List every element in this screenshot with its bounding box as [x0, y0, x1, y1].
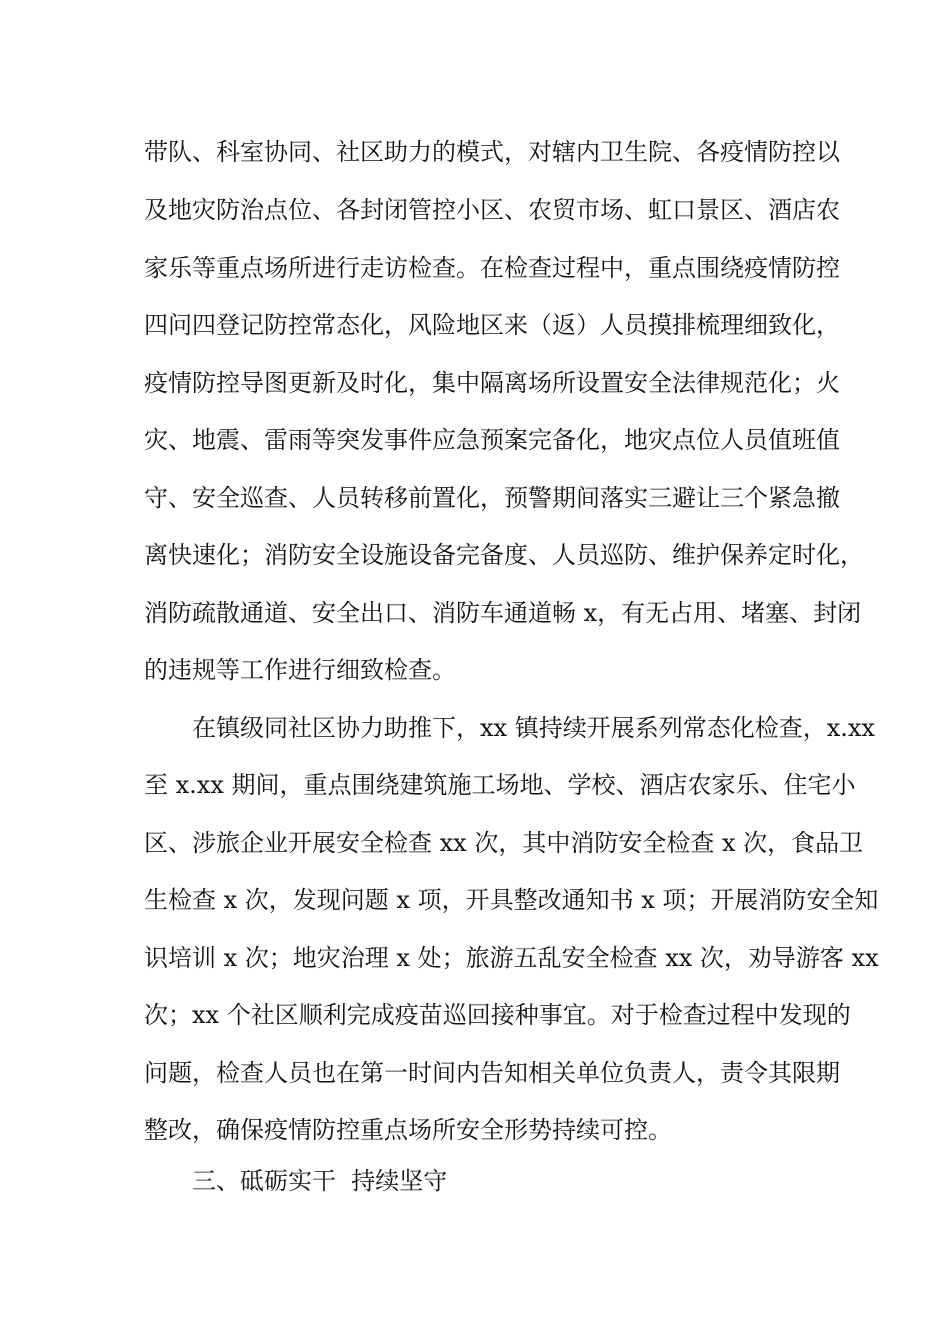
- paragraph-line: 离快速化；消防安全设施设备完备度、人员巡防、维护保养定时化，: [144, 541, 864, 569]
- paragraph-line: 的违规等工作进行细致检查。: [144, 656, 456, 684]
- paragraph-line: 及地灾防治点位、各封闭管控小区、农贸市场、虹口景区、酒店农: [144, 196, 840, 224]
- paragraph-line: 四问四登记防控常态化，风险地区来（返）人员摸排梳理细致化，: [144, 311, 840, 339]
- paragraph-line: 带队、科室协同、社区助力的模式，对辖内卫生院、各疫情防控以: [144, 138, 840, 166]
- paragraph-line: 生检查 x 次，发现问题 x 项，开具整改通知书 x 项；开展消防安全知: [144, 886, 879, 914]
- paragraph-line: 整改，确保疫情防控重点场所安全形势持续可控。: [144, 1116, 672, 1144]
- paragraph-line: 家乐等重点场所进行走访检查。在检查过程中，重点围绕疫情防控: [144, 254, 840, 282]
- paragraph-line: 灾、地震、雷雨等突发事件应急预案完备化，地灾点位人员值班值: [144, 426, 840, 454]
- paragraph-line: 问题，检查人员也在第一时间内告知相关单位负责人，责令其限期: [144, 1059, 840, 1087]
- paragraph-line: 识培训 x 次；地灾治理 x 处；旅游五乱安全检查 xx 次，劝导游客 xx: [144, 944, 879, 972]
- paragraph-line: 疫情防控导图更新及时化，集中隔离场所设置安全法律规范化；火: [144, 369, 840, 397]
- paragraph-line: 至 x.xx 期间，重点围绕建筑施工场地、学校、酒店农家乐、住宅小: [144, 771, 856, 799]
- section-heading: 三、砥砺实干 持续坚守: [192, 1167, 448, 1195]
- paragraph-line: 消防疏散通道、安全出口、消防车通道畅 x，有无占用、堵塞、封闭: [144, 599, 862, 627]
- paragraph-line: 守、安全巡查、人员转移前置化，预警期间落实三避让三个紧急撤: [144, 484, 840, 512]
- paragraph-line: 在镇级同社区协力助推下，xx 镇持续开展系列常态化检查，x.xx: [192, 714, 875, 742]
- paragraph-line: 次；xx 个社区顺利完成疫苗巡回接种事宜。对于检查过程中发现的: [144, 1001, 851, 1029]
- paragraph-line: 区、涉旅企业开展安全检查 xx 次，其中消防安全检查 x 次，食品卫: [144, 829, 864, 857]
